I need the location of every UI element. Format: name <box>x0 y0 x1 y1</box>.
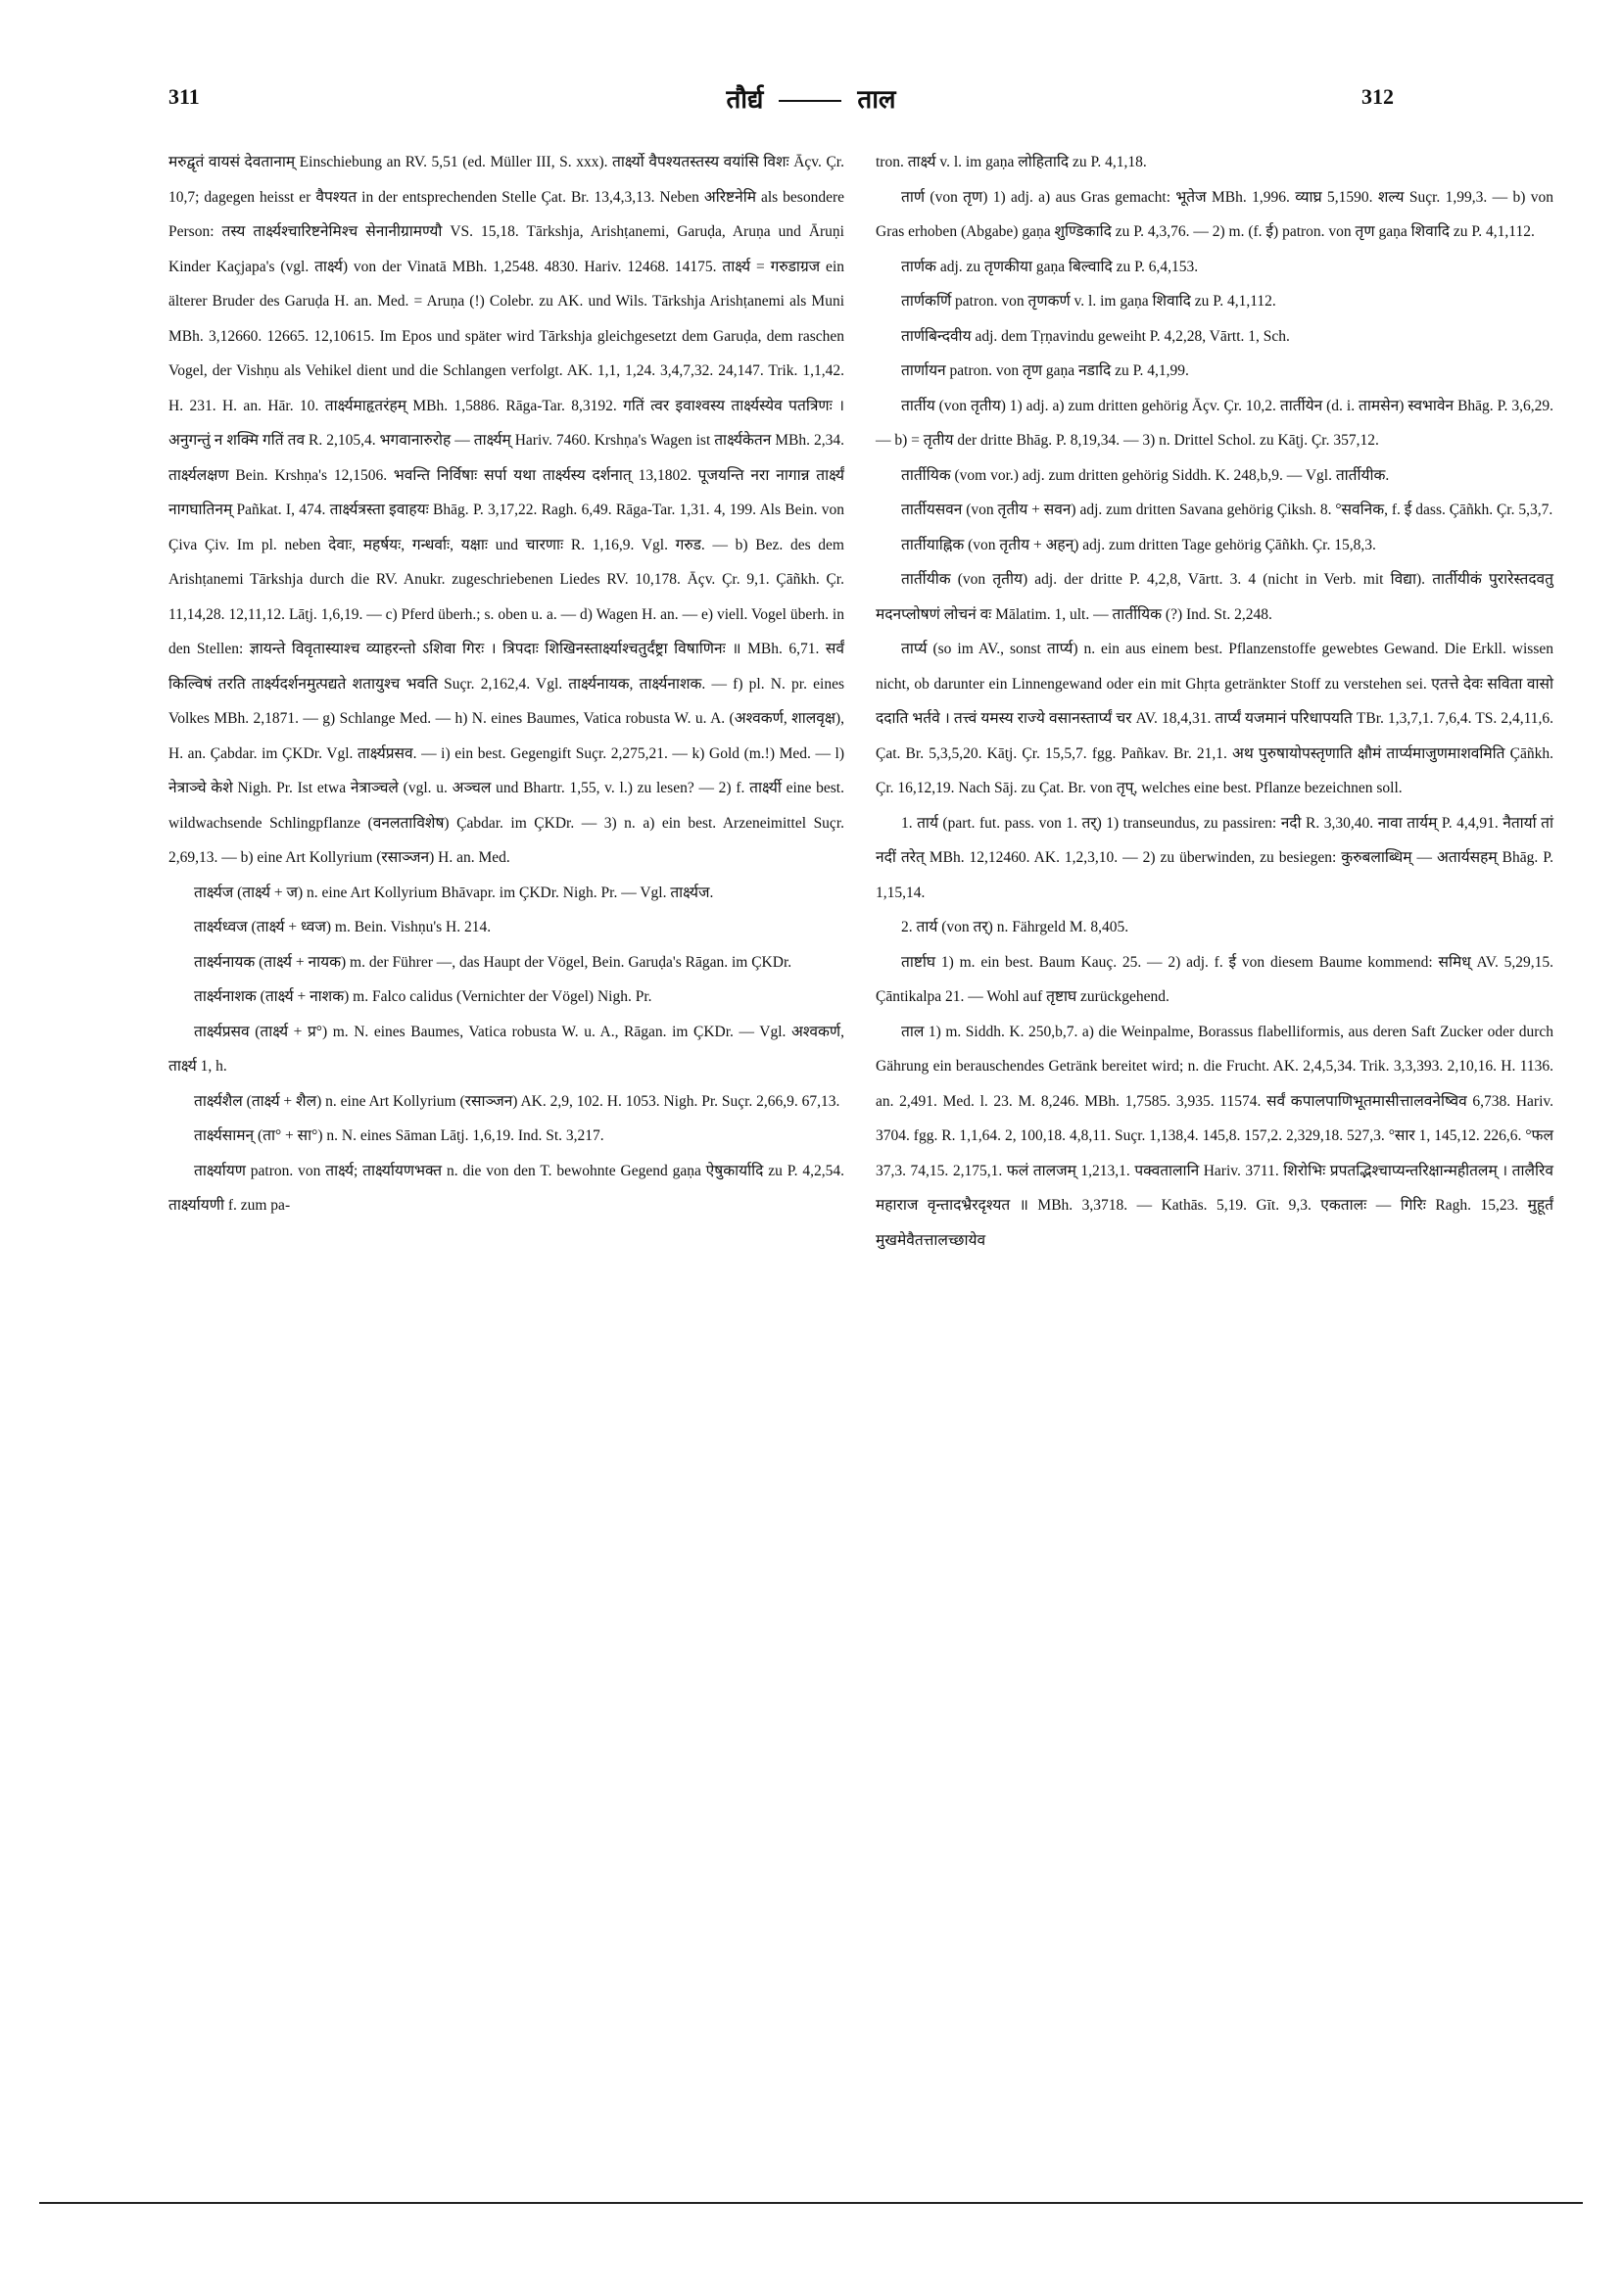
entry: तार्णकर्णि patron. von तृणकर्ण v. l. im gaṇa शिवादि zu P. 4,1,112. <box>901 293 1276 310</box>
entry: तार्क्ष्यज (तार्क्ष्य + ज) n. eine Art Kollyrium Bhāvapr. im ÇKDr. Nigh. Pr. — Vgl. तार्क्ष्यज. <box>194 884 714 901</box>
entry: तार्तीयाह्निक (von तृतीय + अहन्) adj. zum dritten Tage gehörig Çāñkh. Çr. 15,8,3. <box>901 536 1376 553</box>
right-column <box>876 145 1553 1258</box>
entry: तार्णबिन्दवीय adj. dem Tṛṇavindu geweiht P. 4,2,28, Vārtt. 1, Sch. <box>901 327 1290 345</box>
entry: तार्तीयिक (vom vor.) adj. zum dritten gehörig Siddh. K. 248,b,9. — Vgl. तार्तीयीक. <box>901 466 1390 484</box>
bottom-rule <box>39 2202 1583 2204</box>
page-number-left: 311 <box>168 84 200 109</box>
entry-continuation: मरुद्वृतं वायसं देवतानाम् Einschiebung an RV. 5,51 (ed. Müller III, S. xxx). तार्क्ष्यो वैपश्यतस्तस्य वयांसि विशः Āçv. Çr. 10,7; dagegen heisst er वैपश्यत in der entsprechenden Stelle Çat. Br. 13,4,3,13. Neben अरिष्टनेमि als besondere Person: तस्य तार्क्ष्यश्चारिष्टनेमिश्च सेनानीग्रामण्यौ VS. 15,18. Tārkshja, Arishṭanemi, Garuḍa, Aruṇa und Āruṇi Kinder Kaçjapa's (vgl. तार्क्ष्य) von der Vinatā MBh. 1,2548. 4830. Hariv. 12468. 14175. तार्क्ष्य = गरुडाग्रज ein älterer Bruder des Garuḍa H. an. Med. = Aruṇa (!) Colebr. zu AK. und Wils. Tārkshja Arishṭanemi als Muni MBh. 3,12660. 12665. 12,10615. Im Epos und später wird Tārkshja gleichgesetzt dem Garuḍa, dem raschen Vogel, der Vishṇu als Vehikel dient und die Schlangen verfolgt. AK. 1,1, 1,24. 3,4,7,32. 24,147. Trik. 1,1,42. H. 231. H. an. Hār. 10. तार्क्ष्यमाहृतरंहम् MBh. 1,5886. Rāga-Tar. 8,3192. गतिं त्वर इवाश्वस्य तार्क्ष्यस्येव पतत्रिणः । अनुगन्तुं न शक्मि गतिं तव R. 2,105,4. भगवानारुरोह — तार्क्ष्यम् Hariv. 7460. Krshṇa's Wagen ist तार्क्ष्यकेतन MBh. 2,34. तार्क्ष्यलक्षण Bein. Krshṇa's 12,1506. भवन्ति निर्विषाः सर्पा यथा तार्क्ष्यस्य दर्शनात् 13,1802. पूजयन्ति नरा नागान्न तार्क्ष्यं नागघातिनम् Pañkat. I, 474. तार्क्ष्यत्रस्ता इवाहयः Bhāg. P. 3,17,22. Ragh. 6,49. Rāga-Tar. 1,31. 4, 199. Als Bein. von Çiva Çiv. Im pl. neben देवाः, महर्षयः, गन्धर्वाः, यक्षाः und चारणाः R. 1,16,9. Vgl. गरुड. — b) Bez. des dem Arishṭanemi Tārkshja durch die RV. Anukr. zugeschriebenen Liedes RV. 10,178. Āçv. Çr. 9,1. Çāñkh. Çr. 11,14,28. 12,11,12. Lāṭj. 1,6,19. — c) Pferd überh.; s. oben u. a. — d) Wagen H. an. — e) viell. Vogel überh. in den Stellen: ज्ञायन्ते विवृतास्याश्च व्याहरन्तो ऽशिवा गिरः । त्रिपदाः शिखिनस्तार्क्ष्याश्चतुर्दंष्ट्रा विषाणिनः ॥ MBh. 6,71. सर्वं किल्विषं तरति तार्क्ष्यदर्शनमुत्पद्यते शतायुश्च भवति Suçr. 2,162,4. Vgl. तार्क्ष्यनायक, तार्क्ष्यनाशक. — f) pl. N. pr. eines Volkes MBh. 2,1871. — g) Schlange Med. — h) N. eines Baumes, Vatica robusta W. u. A. (अश्वकर्ण, शालवृक्ष), H. an. Çabdar. im ÇKDr. Vgl. तार्क्ष्यप्रसव. — i) ein best. Gegengift Suçr. 2,275,21. — k) Gold (m.!) Med. — l) नेत्राञ्चे केशे Nigh. Pr. Ist etwa नेत्राञ्चले (vgl. u. अञ्चल und Bhartr. 1,55, v. l.) zu lesen? — 2) f. तार्क्ष्यी eine best. wildwachsende Schlingpflanze (वनलताविशेष) Çabdar. im ÇKDr. — 3) n. a) ein best. Arzeneimittel Suçr. 2,69,13. — b) eine Art Kollyrium (रसाञ्जन) H. an. Med. <box>168 154 844 866</box>
entry: तार्क्ष्यध्वज (तार्क्ष्य + ध्वज) m. Bein. Vishṇu's H. 214. <box>194 919 492 935</box>
entry-continuation: tron. तार्क्ष्य v. l. im gaṇa लोहितादि zu P. 4,1,18. <box>876 154 1147 170</box>
entry: तार्ण (von तृण) 1) adj. a) aus Gras gemacht: भूतेज MBh. 1,996. व्याघ्र 5,1590. शल्य Suçr. 1,99,3. — b) von Gras erhoben (Abgabe) gaṇa शुण्डिकादि zu P. 4,3,76. — 2) m. (f. ई) patron. von तृण gaṇa शिवादि zu P. 4,1,112. <box>876 188 1553 240</box>
left-column <box>168 145 844 1223</box>
entry: तार्तीयीक (von तृतीय) adj. der dritte P. 4,2,8, Vārtt. 3. 4 (nicht in Verb. mit विद्या). तार्तीयीकं पुरारेस्तदवतु मदनप्लोषणं लोचनं वः Mālatim. 1, ult. — तार्तीयिक (?) Ind. St. 2,248. <box>876 571 1553 623</box>
entry: तार्क्ष्यायण patron. von तार्क्ष्य; तार्क्ष्यायणभक्त n. die von den T. bewohnte Gegend gaṇa ऐषुकार्यादि zu P. 4,2,54. तार्क्ष्यायणी f. zum pa- <box>168 1162 844 1214</box>
entry: तार्क्ष्यनायक (तार्क्ष्य + नायक) m. der Führer —, das Haupt der Vögel, Bein. Garuḍa's Rāgan. im ÇKDr. <box>194 953 792 971</box>
entry: तार्क्ष्यशैल (तार्क्ष्य + शैल) n. eine Art Kollyrium (रसाञ्जन) AK. 2,9, 102. H. 1053. Nigh. Pr. Suçr. 2,66,9. 67,13. <box>194 1092 840 1110</box>
entry: तार्तीयसवन (von तृतीय + सवन) adj. zum dritten Savana gehörig Çiksh. 8. °सवनिक, f. ई dass. Çāñkh. Çr. 5,3,7. <box>901 502 1553 518</box>
entry: ताल 1) m. Siddh. K. 250,b,7. a) die Weinpalme, Borassus flabelliformis, aus deren Saft Zucker oder durch Gährung ein berauschendes Getränk bereitet wird; n. die Frucht. AK. 2,4,5,34. Trik. 3,3,393. 2,10,16. H. 1136. an. 2,491. Med. l. 23. M. 8,246. MBh. 1,7585. 3,935. 11574. सर्वं कपालपाणिभूतमासीत्तालवनेष्विव 6,738. Hariv. 3704. fgg. R. 1,1,64. 2, 100,18. 4,8,11. Suçr. 1,138,4. 145,8. 157,2. 2,329,18. 527,3. °सार 1, 145,12. 226,6. °फल 37,3. 74,15. 2,175,1. फलं तालजम् 1,213,1. पक्वतालानि Hariv. 3711. शिरोभिः प्रपतद्भिश्चाप्यन्तरिक्षान्महीतलम् । तालैरिव महाराज वृन्तादभ्रैरदृश्यत ॥ MBh. 3,3718. — Kathās. 5,19. Gīt. 9,3. एकतालः — गिरिः Ragh. 15,23. मुहूर्तं मुखमेवैतत्तालच्छायेव <box>876 1023 1553 1249</box>
page-number-right: 312 <box>1361 84 1394 109</box>
entry: तार्क्ष्यनाशक (तार्क्ष्य + नाशक) m. Falco calidus (Vernichter der Vögel) Nigh. Pr. <box>194 988 652 1005</box>
title-second-word: ताल <box>857 85 896 115</box>
entry: तार्णक adj. zu तृणकीया gaṇa बिल्वादि zu P. 6,4,153. <box>901 258 1199 275</box>
title-first-word: तौर्द्य <box>726 85 764 115</box>
entry: तार्तीय (von तृतीय) 1) adj. a) zum dritten gehörig Āçv. Çr. 10,2. तार्तीयेन (d. i. तामसेन) स्वभावेन Bhāg. P. 3,6,29. — b) = तृतीय der dritte Bhāg. P. 8,19,34. — 3) n. Drittel Schol. zu Kāṭj. Çr. 357,12. <box>876 397 1553 449</box>
entry: तार्ष्टाघ 1) m. ein best. Baum Kauç. 25. — 2) adj. f. ई von diesem Baume kommend: समिध् AV. 5,29,15. Çāntikalpa 21. — Wohl auf तृष्टाघ zurückgehend. <box>876 953 1553 1005</box>
entry: 1. तार्य (part. fut. pass. von 1. तर्) 1) transeundus, zu passiren: नदी R. 3,30,40. नावा तार्यम् P. 4,4,91. नैतार्या तां नदीं तरेत् MBh. 12,12460. AK. 1,2,3,10. — 2) zu überwinden, zu besiegen: कुरुबलाब्धिम् — अतार्यसहम् Bhāg. P. 1,15,14. <box>876 814 1553 901</box>
entry: तार्णायन patron. von तृण gaṇa नडादि zu P. 4,1,99. <box>901 362 1189 379</box>
entry: तार्क्ष्यप्रसव (तार्क्ष्य + प्र°) m. N. eines Baumes, Vatica robusta W. u. A., Rāgan. im ÇKDr. — Vgl. अश्वकर्ण, तार्क्ष्य 1, h. <box>168 1023 844 1075</box>
entry: तार्क्ष्यसामन् (ता° + सा°) n. N. eines Sāman Lāṭj. 1,6,19. Ind. St. 3,217. <box>194 1127 604 1144</box>
entry: तार्प्य (so im AV., sonst तार्प्य) n. ein aus einem best. Pflanzenstoffe gewebtes Gewand. Die Erkll. wissen nicht, ob darunter ein Linnengewand oder ein mit Ghṛta getränkter Stoff zu verstehen sei. एतत्ते देवः सविता वासो ददाति भर्तवे । तत्त्वं यमस्य राज्ये वसानस्तार्प्यं चर AV. 18,4,31. तार्प्यं यजमानं परिधापयति TBr. 1,3,7,1. 7,6,4. TS. 2,4,11,6. Çat. Br. 5,3,5,20. Kāṭj. Çr. 15,5,7. fgg. Pañkav. Br. 21,1. अथ पुरुषायोपस्तृणाति क्षौमं तार्प्यमाजुणमाशवमिति Çāñkh. Çr. 16,12,19. Nach Sāj. zu Çat. Br. von तृप्, welches eine best. Pflanze bezeichnen soll. <box>876 641 1553 796</box>
entry: 2. तार्य (von तर्) n. Fährgeld M. 8,405. <box>901 919 1129 935</box>
title-dash <box>779 100 841 102</box>
